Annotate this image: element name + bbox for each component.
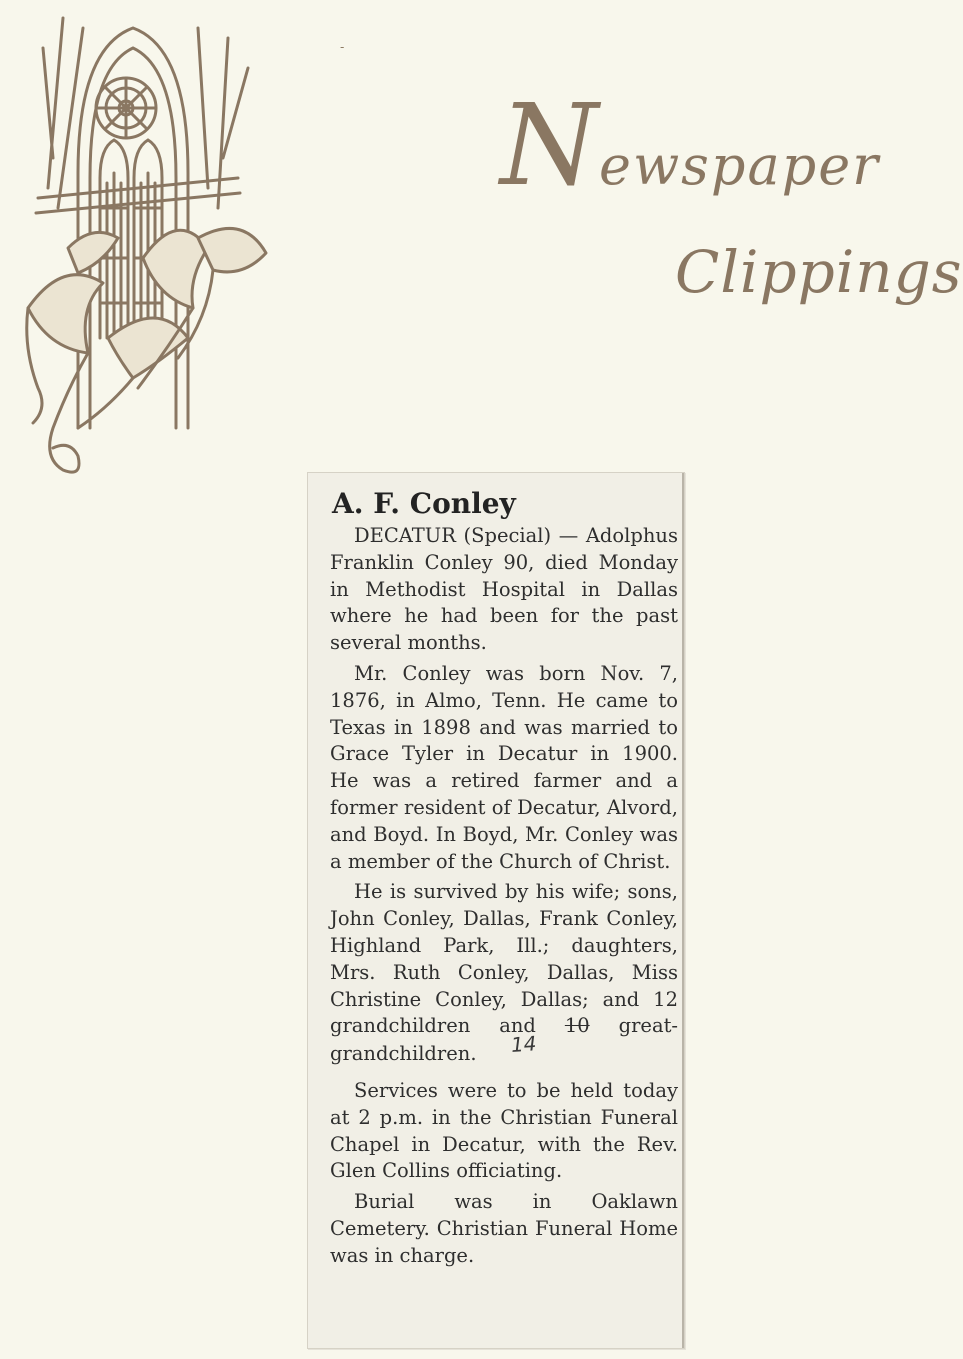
church-window-lily-ornament xyxy=(8,8,273,483)
newspaper-clippings-heading xyxy=(500,81,963,330)
heading-line-newspaper xyxy=(500,81,880,222)
pencil-mark: - xyxy=(340,40,345,54)
obituary-paragraph: Mr. Conley was born Nov. 7, 1876, in Almo, Tenn. He came to Texas in 1898 and was married to Grace Tyler in Decatur in 1900. He was a retired farmer and a former resident of Decatur, Alvord, and Boyd. In Boyd, Mr. Conley was a member of the Church of Christ. xyxy=(330,661,678,873)
heading-rest: ewspaper xyxy=(599,134,880,197)
struck-number: 10 xyxy=(564,1014,590,1038)
obituary-paragraph: DECATUR (Special) — Adolphus Franklin Conley 90, died Monday in Methodist Hospital in Dallas where he had been for the past several months. xyxy=(330,524,678,655)
survivors-text-after: great-grandchildren. xyxy=(330,1014,678,1066)
obituary-body xyxy=(330,523,678,1270)
survivors-text: He is survived by his wife; sons, John Conley, Dallas, Frank Conley, Highland Park, Ill.; daughters, Mrs. Ruth Conley, Dallas, Miss Christine Conley, Dallas; and 12 grandchildren and xyxy=(330,880,678,1038)
obituary-survivors-paragraph xyxy=(330,879,678,1068)
handwritten-correction: 14 xyxy=(509,1031,537,1058)
clipping-edge xyxy=(682,473,684,1348)
obituary-clipping xyxy=(307,472,685,1349)
heading-line-clippings: Clippings xyxy=(675,238,963,306)
obituary-title: A. F. Conley xyxy=(332,487,516,520)
obituary-paragraph: Services were to be held today at 2 p.m. in the Christian Funeral Chapel in Decatur, with the Rev. Glen Collins officiating. xyxy=(330,1078,678,1183)
heading-initial: N xyxy=(500,81,599,211)
obituary-paragraph: Burial was in Oaklawn Cemetery. Christian Funeral Home was in charge. xyxy=(330,1190,678,1267)
